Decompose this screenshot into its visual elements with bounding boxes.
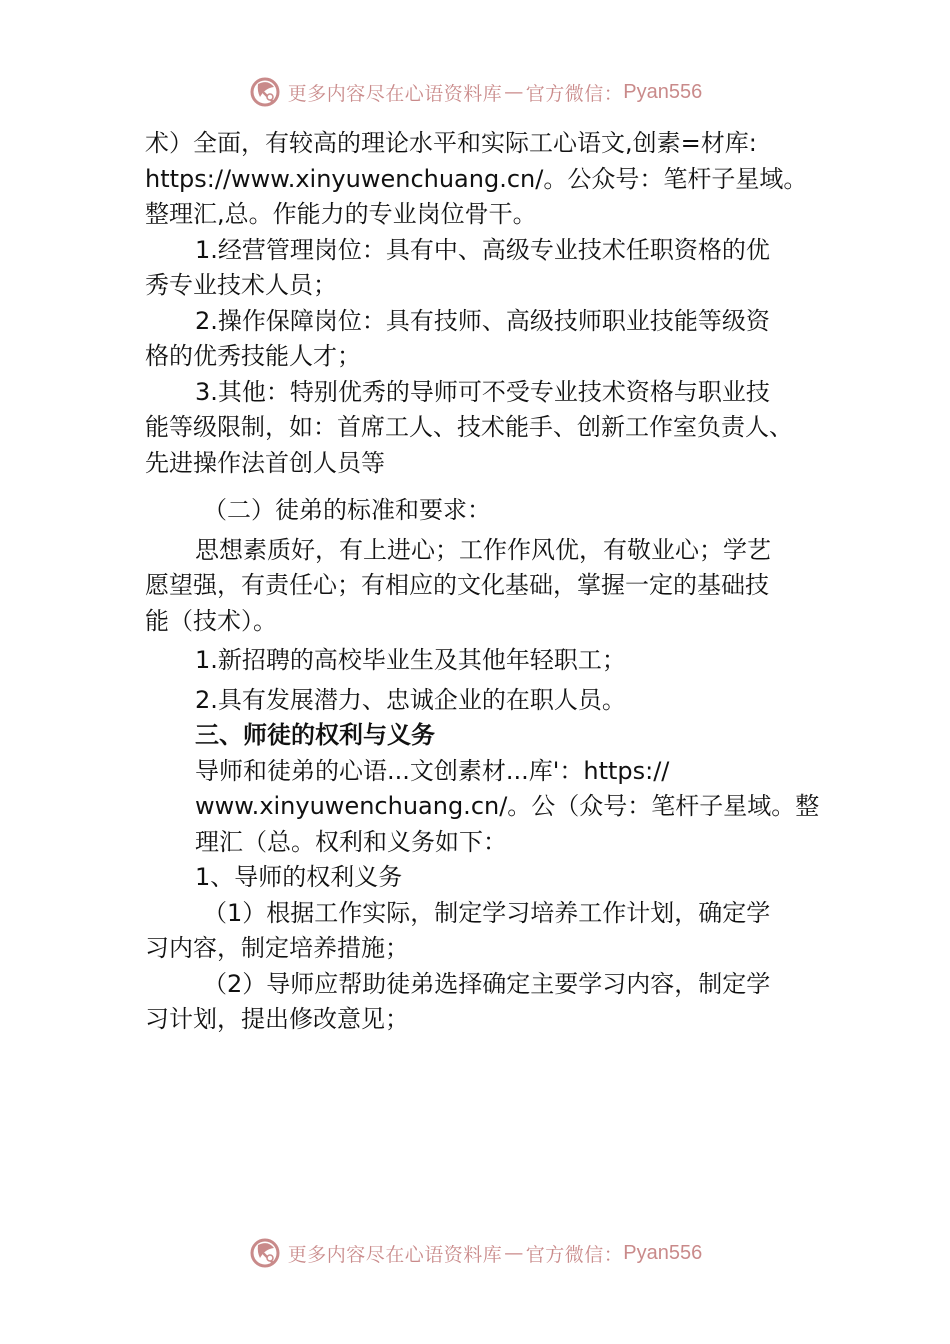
paragraph-line: 习计划，提出修改意见； [145, 1005, 409, 1033]
list-item: （2）导师应帮助徒弟选择确定主要学习内容，制定学 [203, 969, 771, 998]
watermark-header [0, 72, 950, 112]
subsection-heading: 1、导师的权利义务 [195, 863, 403, 891]
paragraph-line: www.xinyuwenchuang.cn/。公（众号：笔杆子星域。整 [195, 792, 820, 820]
paragraph-line: https://www.xinyuwenchuang.cn/。公众号：笔杆子星域。 [145, 164, 808, 193]
list-item: 3.其他：特别优秀的导师可不受专业技术资格与职业技 [195, 377, 770, 406]
paragraph-line: 整理汇,总。作能力的专业岗位骨干。 [145, 200, 537, 228]
list-item: 2.操作保障岗位：具有技师、高级技师职业技能等级资 [195, 306, 770, 335]
paragraph-line: 秀专业技术人员； [145, 271, 337, 299]
paragraph-line: 习内容，制定培养措施； [145, 934, 409, 962]
watermark-text: 更多内容尽在心语资料库 [287, 82, 503, 105]
paragraph-line: 格的优秀技能人才； [145, 342, 361, 370]
paragraph-line: 思想素质好，有上进心；工作作风优，有敬业心；学艺 [195, 535, 771, 564]
watermark-text: 更多内容尽在心语资料库 [287, 1243, 503, 1266]
paragraph-line: 导师和徒弟的心语...文创素材...库'：https:// [195, 756, 670, 785]
watermark-footer [0, 1233, 950, 1273]
document-body [145, 126, 850, 1038]
watermark-wechat-label: 官方微信： [525, 82, 624, 105]
section-heading: 三、师徒的权利与义务 [195, 721, 435, 749]
logo-icon [248, 75, 282, 109]
list-item: （1）根据工作实际，制定学习培养工作计划，确定学 [203, 898, 771, 927]
watermark-separator: — [504, 1242, 524, 1264]
paragraph-line: 能（技术）。 [145, 606, 277, 635]
watermark-wechat-code: Pyan556 [623, 1241, 703, 1264]
list-item: 1.经营管理岗位：具有中、高级专业技术任职资格的优 [195, 235, 770, 264]
section-subheading: （二）徒弟的标准和要求： [203, 496, 491, 524]
paragraph-line: 术）全面，有较高的理论水平和实际工心语文,创素=材库: [145, 129, 757, 157]
watermark-wechat-code: Pyan556 [623, 80, 703, 103]
paragraph-line: 先进操作法首创人员等 [145, 448, 385, 477]
list-item: 1.新招聘的高校毕业生及其他年轻职工； [195, 646, 626, 674]
paragraph-line: 能等级限制，如：首席工人、技术能手、创新工作室负责人、 [145, 413, 793, 441]
paragraph-line: 愿望强，有责任心；有相应的文化基础，掌握一定的基础技 [145, 571, 769, 599]
logo-icon [248, 1236, 282, 1270]
watermark-wechat-label: 官方微信： [525, 1243, 624, 1266]
watermark-separator: — [504, 81, 524, 103]
paragraph-line: 理汇（总。权利和义务如下： [195, 827, 507, 856]
list-item: 2.具有发展潜力、忠诚企业的在职人员。 [195, 685, 626, 714]
